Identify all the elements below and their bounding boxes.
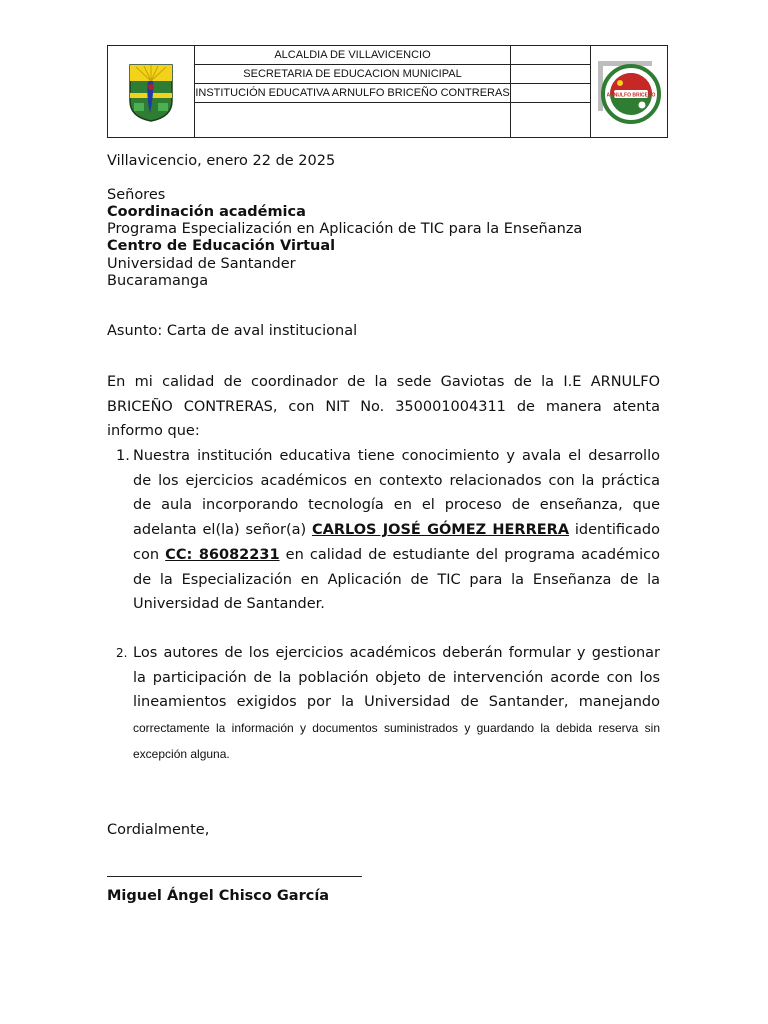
municipal-crest-icon	[126, 61, 176, 123]
item-1-text-a: Nuestra institución educativa tiene conocimiento y avala el desarrollo de los ejercicios académicos en contexto relacionados con la práctica de aula incorporando tecnología en el proceso de enseñanza, que adelanta el(la) señor(a)	[133, 448, 660, 539]
salutation: Señores	[107, 187, 166, 203]
header-line-3: INSTITUCIÓN EDUCATIVA ARNULFO BRICEÑO CONTRERAS	[195, 84, 511, 103]
place-date: Villavicencio, enero 22 de 2025	[107, 153, 336, 169]
school-seal-icon	[596, 59, 662, 125]
recipient-coordination: Coordinación académica	[107, 204, 306, 220]
student-id: CC: 86082231	[165, 546, 280, 563]
intro-paragraph: En mi calidad de coordinador de la sede Gaviotas de la I.E ARNULFO BRICEÑO CONTRERAS, con NIT No. 350001004311 de manera atenta informo que:	[107, 374, 660, 439]
header-blank-cell	[511, 103, 591, 138]
list-item	[107, 641, 660, 767]
seal-text: ARNULFO BRICEÑO	[606, 92, 656, 98]
header-line-2: SECRETARIA DE EDUCACION MUNICIPAL	[195, 65, 511, 84]
student-name: CARLOS JOSÉ GÓMEZ HERRERA	[311, 522, 570, 539]
item-2-text-small: correctamente la información y documentos suministrados y guardando la debida reserva sin excepción alguna.	[133, 721, 660, 762]
letterhead-table	[107, 45, 668, 138]
recipient-city: Bucaramanga	[107, 273, 209, 289]
item-2-text-a: Los autores de los ejercicios académicos deberán formular y gestionar la participación de la población objeto de intervención acorde con los lineamientos exigidos por la Universidad de Santander, manejando	[133, 644, 660, 711]
item-1-text-b: identificado con	[133, 522, 660, 563]
recipient-center: Centro de Educación Virtual	[107, 238, 336, 254]
list-item-number: 1.	[116, 448, 130, 464]
school-seal-cell	[591, 46, 668, 138]
list-item	[107, 444, 660, 617]
commitments-list	[107, 444, 660, 767]
item-1-text-c: en calidad de estudiante del programa académico de la Especialización en Aplicación de TIC para la Enseñanza de la Universidad de Santander.	[133, 546, 660, 613]
header-blank-cell	[511, 65, 591, 84]
header-line-1: ALCALDIA DE VILLAVICENCIO	[195, 46, 511, 65]
header-blank-cell	[511, 46, 591, 65]
closing: Cordialmente,	[107, 822, 210, 838]
municipal-crest-cell	[108, 46, 195, 138]
subject-line: Asunto: Carta de aval institucional	[107, 323, 358, 339]
recipient-program: Programa Especialización en Aplicación de TIC para la Enseñanza	[107, 221, 583, 237]
list-item-number: 2.	[116, 645, 128, 660]
signer-name: Miguel Ángel Chisco García	[107, 888, 330, 904]
signature-line	[107, 876, 362, 877]
header-blank-cell	[195, 103, 511, 138]
recipient-university: Universidad de Santander	[107, 256, 296, 272]
header-blank-cell	[511, 84, 591, 103]
